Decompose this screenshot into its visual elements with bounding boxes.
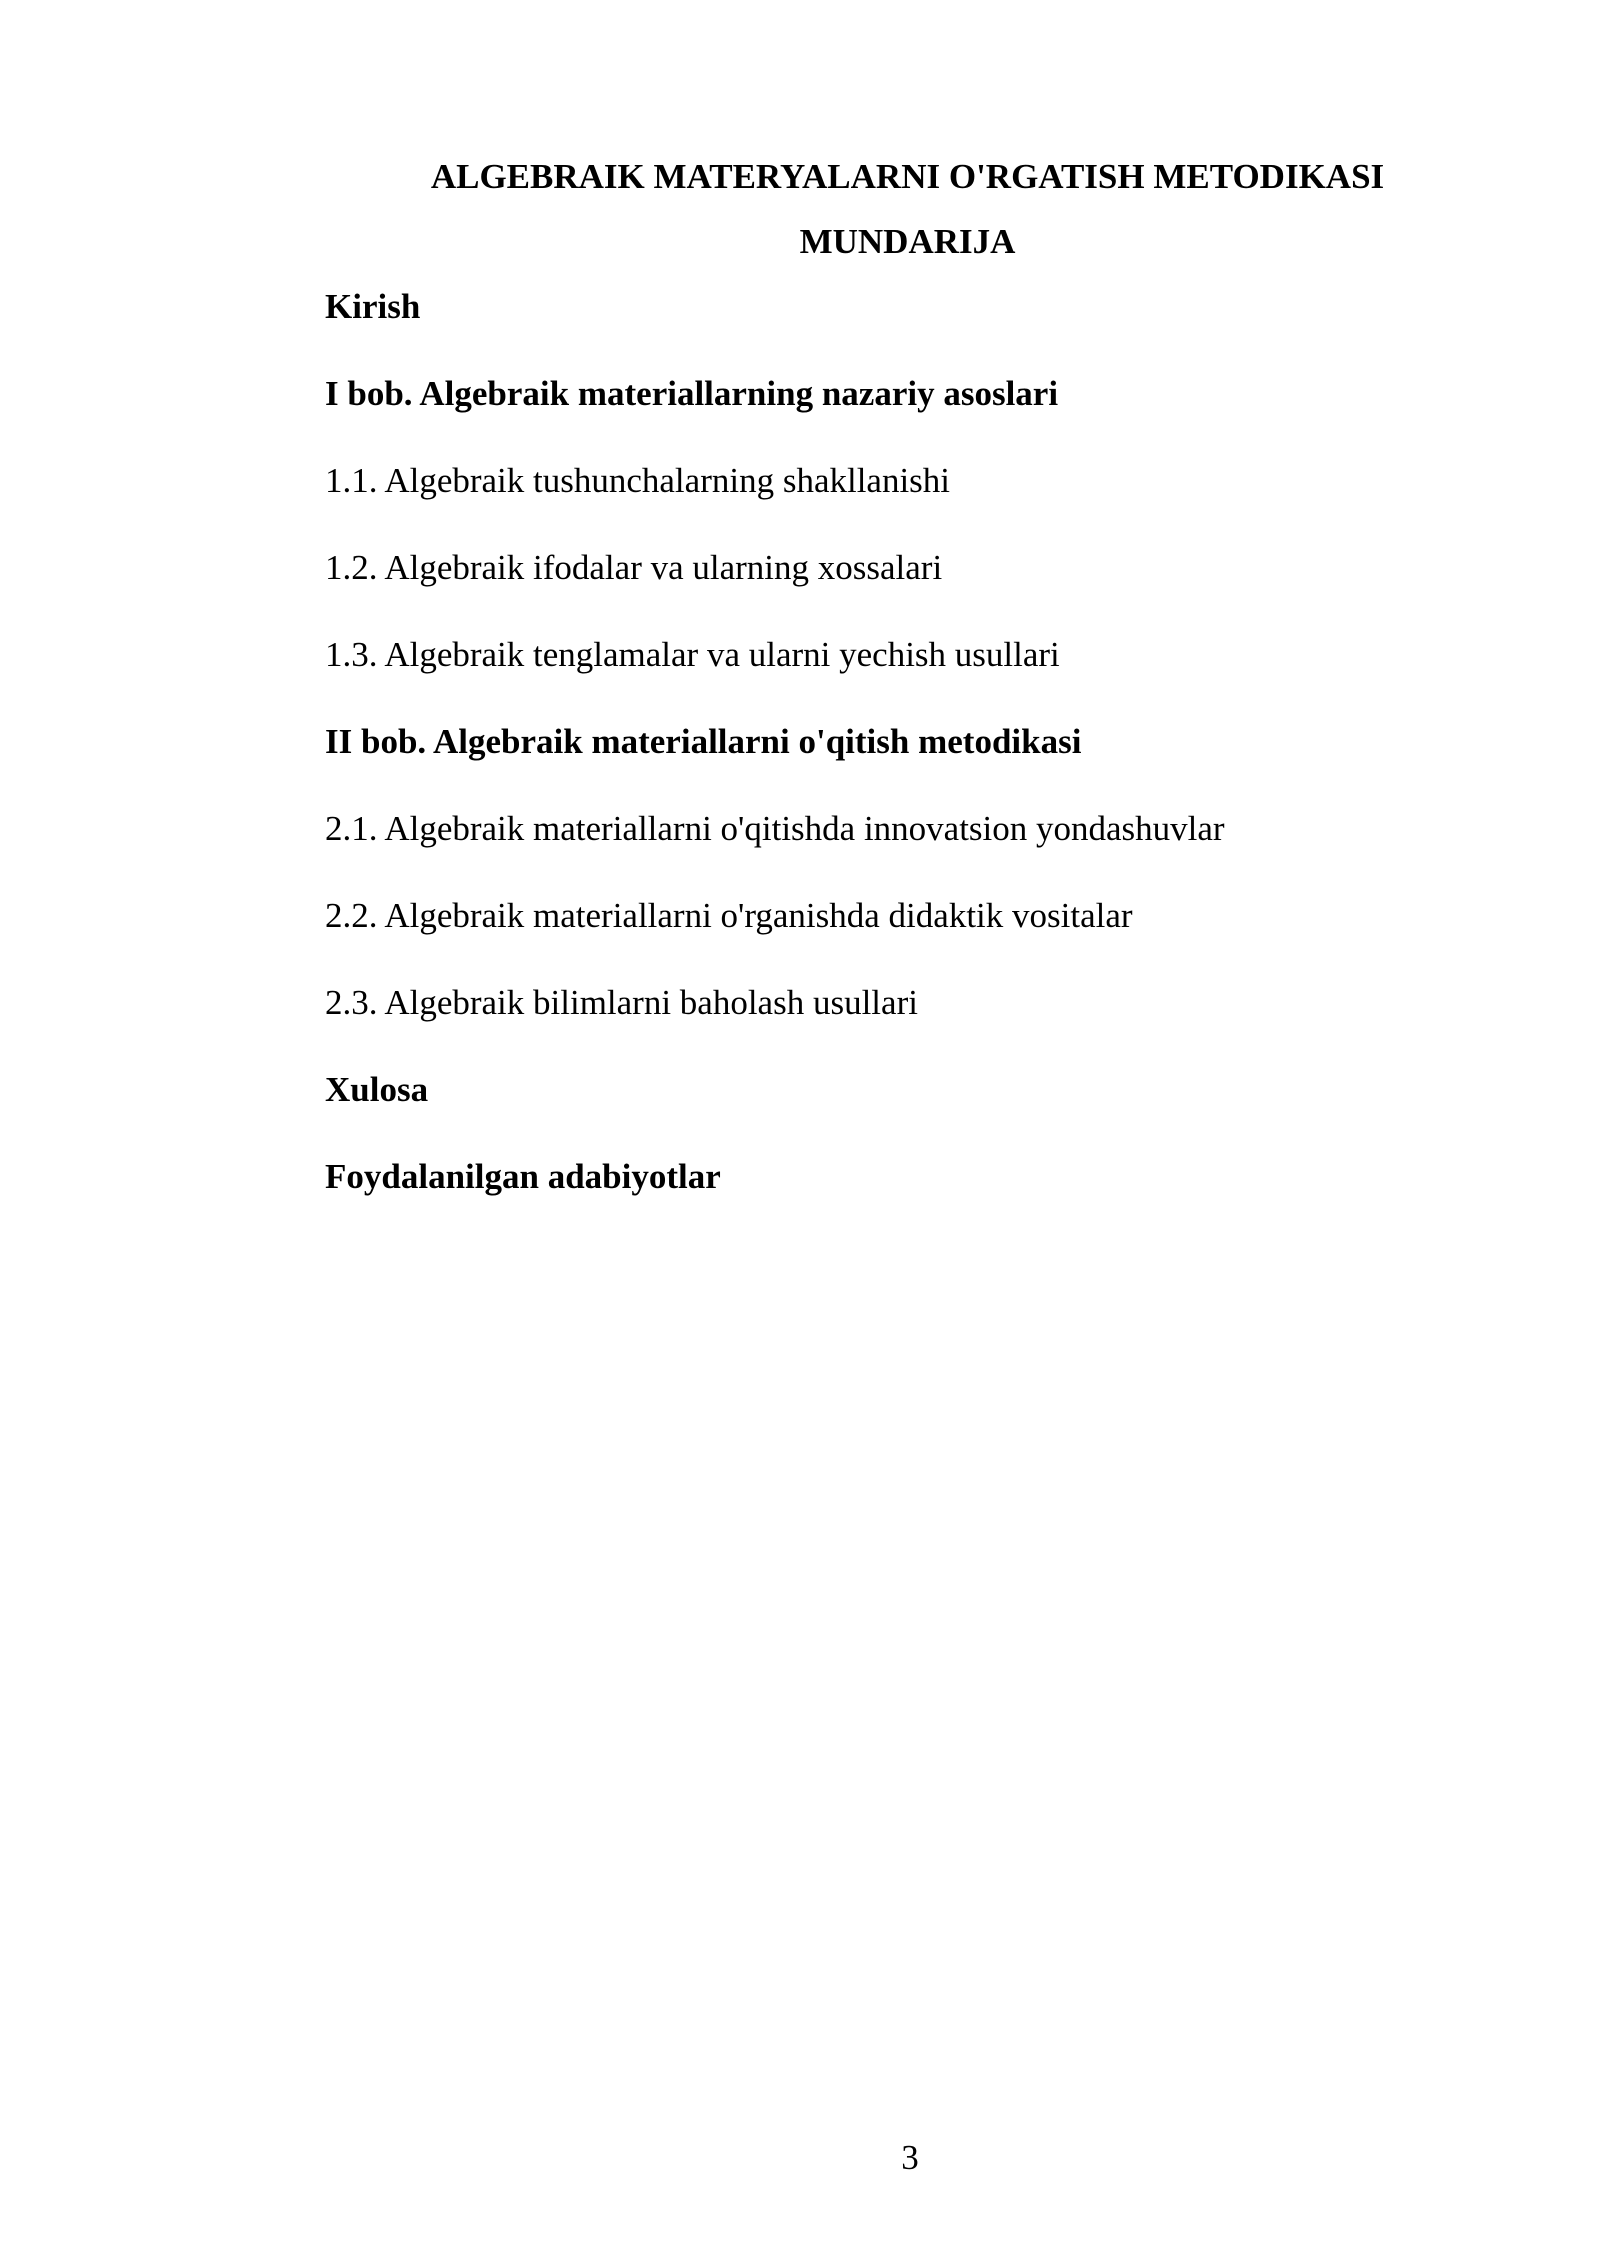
toc-item-1-2: 1.2. Algebraik ifodalar va ularning xossalari (325, 548, 943, 587)
toc-item-chapter-1: I bob. Algebraik materiallarning nazariy asoslari (325, 374, 1059, 413)
toc-item-conclusion: Xulosa (325, 1070, 429, 1109)
toc-item-1-1: 1.1. Algebraik tushunchalarning shakllanishi (325, 461, 951, 500)
toc-item-2-3: 2.3. Algebraik bilimlarni baholash usullari (325, 983, 918, 1022)
toc-item-references: Foydalanilgan adabiyotlar (325, 1157, 721, 1196)
table-of-contents (325, 285, 1490, 1242)
toc-item-2-2: 2.2. Algebraik materiallarni o'rganishda didaktik vositalar (325, 896, 1133, 935)
document-title: ALGEBRAIK MATERYALARNI O'RGATISH METODIKASI (430, 157, 1385, 196)
toc-item-2-1: 2.1. Algebraik materiallarni o'qitishda innovatsion yondashuvlar (325, 809, 1225, 848)
page-number: 3 (901, 2138, 919, 2177)
toc-heading: MUNDARIJA (799, 222, 1016, 261)
toc-item-chapter-2: II bob. Algebraik materiallarni o'qitish metodikasi (325, 722, 1082, 761)
toc-item-introduction: Kirish (325, 287, 421, 326)
toc-item-1-3: 1.3. Algebraik tenglamalar va ularni yechish usullari (325, 635, 1060, 674)
